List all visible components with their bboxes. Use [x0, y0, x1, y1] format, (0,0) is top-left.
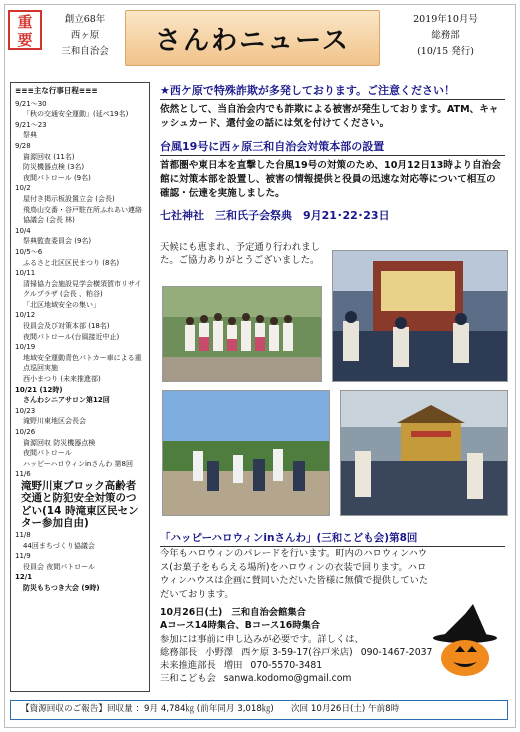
schedule-text: 「秋の交通安全運動」(延べ19名)	[23, 110, 129, 119]
important-stamp: 重 要	[8, 10, 42, 50]
schedule-list	[15, 99, 145, 594]
halloween-date: 10月26日(土) 三和自治会館集合	[160, 607, 306, 618]
schedule-text: 役員会 夜間パトロール	[23, 562, 95, 571]
schedule-item	[15, 268, 145, 310]
schedule-item	[15, 385, 145, 406]
schedule-text: 資源回収 (11名) 防災機器点検 (3名) 夜間パトロール (9名)	[23, 152, 91, 182]
newsletter-title: さんわニュース	[155, 25, 350, 56]
schedule-text: 祭典	[23, 131, 37, 140]
schedule-date: 11/6	[15, 470, 31, 479]
halloween-title: 「ハッピーハロウィンinさんわ」(三和こども会)第8回	[160, 530, 505, 547]
schedule-box	[10, 82, 150, 692]
org-line: 創立68年	[64, 14, 106, 25]
festival-body: 天候にも恵まれ、予定通り行われました。ご協力ありがとうございました。	[160, 242, 320, 266]
schedule-item	[15, 406, 145, 427]
schedule-text: 滝野川東ブロック高齢者交通と防犯安全対策のつどい(14 時滝東区民センター参加自由)	[21, 479, 139, 530]
contact-info: 西ケ原 3-59-17(谷戸米店)	[241, 646, 353, 658]
schedule-text: さんわシニアサロン第12回	[23, 396, 110, 405]
schedule-date: 11/9	[15, 552, 31, 561]
org-line: 西ヶ原	[70, 30, 100, 41]
schedule-date: 10/11	[15, 269, 36, 278]
schedule-item	[15, 247, 145, 268]
contact-name: 小野澤	[205, 646, 234, 658]
halloween-note: 参加には事前に申し込みが必要です。詳しくは、	[160, 633, 364, 645]
recycling-report-footer: 【資源回収のご報告】回収量 ：9月 4,784㎏ (前年同月 3,018㎏) 次回 10月26日(土) 午前8時	[10, 700, 508, 720]
schedule-item	[15, 551, 145, 572]
festival-title: 七社神社 三和氏子会祭典 9月21･22･23日	[160, 209, 390, 222]
schedule-text: 滝野川東地区会長会	[23, 417, 86, 426]
schedule-item	[15, 183, 145, 225]
schedule-date: 10/5～6	[15, 247, 43, 256]
issue-line: (10/15 発行)	[417, 46, 474, 57]
schedule-date: 10/26	[15, 428, 36, 436]
schedule-date: 9/28	[15, 141, 31, 150]
schedule-text: ふるさと北区区民まつり (8名)	[23, 258, 120, 267]
contact-email[interactable]: sanwa.kodomo@gmail.com	[223, 673, 352, 685]
schedule-text: 防災もちつき大会 (9時)	[23, 583, 100, 592]
typhoon-title: 台風19号に西ヶ原三和自治会対策本部の設置	[160, 138, 505, 156]
issue-line: 総務部	[431, 30, 460, 41]
issue-line: 2019年10月号	[413, 14, 478, 25]
schedule-item	[15, 99, 145, 120]
schedule-item	[15, 427, 145, 469]
schedule-item	[15, 572, 145, 593]
schedule-date: 10/2	[15, 184, 31, 193]
schedule-date: 9/21～30	[15, 99, 47, 108]
schedule-item	[15, 530, 145, 551]
shrine-float-photo	[332, 250, 508, 382]
children-group-photo	[162, 286, 322, 382]
fraud-notice-body: 依然として、当自治会内でも詐欺による被害が発生しております。ATM、キャッシュカード、還付金の話には気を付けてください。	[160, 104, 499, 129]
schedule-item	[15, 226, 145, 247]
schedule-title: ≡≡≡主な行事日程≡≡≡	[15, 86, 98, 95]
schedule-date: 10/21 (12時)	[15, 385, 63, 394]
org-line: 三和自治会	[61, 46, 109, 57]
festival-parade-photo	[162, 390, 330, 516]
fraud-notice-title: ★西ケ原で特殊詐欺が多発しております。ご注意ください！	[160, 82, 505, 100]
contact-role: 三和こども会	[160, 673, 216, 685]
halloween-courses: Aコース14時集合、Bコース16時集合	[160, 620, 321, 632]
mikoshi-photo	[340, 390, 508, 516]
schedule-text: 祭典監査委員会 (9名)	[23, 237, 92, 246]
contact-info: 070-5570-3481	[250, 660, 323, 672]
halloween-body: 今年もハロウィンのパレードを行います。町内のハロウィンハウス(お菓子をもらえる場所)をハロウィンの衣装で回ります。ハロウィンハウスは企画に賛同いただいた皆様に無償で提供していただいております。	[160, 548, 429, 600]
schedule-text: 資源回収 防災機器点検 夜間パトロール ハッピーハロウィンinさんわ 第8回	[23, 438, 134, 468]
schedule-date: 11/8	[15, 530, 31, 539]
schedule-date: 10/19	[15, 343, 36, 352]
schedule-text: 44回まちづくり協議会	[23, 541, 95, 550]
schedule-text: 地域安全運動青色パトカー車による重点巡回実施 西小まつり (未来推進部)	[23, 353, 142, 384]
schedule-item	[15, 469, 145, 530]
schedule-item	[15, 141, 145, 183]
contact-role: 未来推進部長	[160, 660, 216, 672]
pumpkin-witch-icon	[425, 600, 505, 680]
schedule-date: 9/21～23	[15, 120, 47, 129]
org-info	[50, 12, 120, 60]
schedule-text: 屋付き掲示板設置立会 (会長) 飛鳥山交番・谷戸駐在所ふれあい連絡協議会 (会長 林)	[23, 194, 142, 225]
schedule-text: 清掃協力会施設見学会横須賀市リサイクルプラザ (会長 、粕谷) 「北区地域安全の集い」	[23, 279, 142, 309]
schedule-text: 役員会及び対策本部 (18名) 夜間パトロール(台風接近中止)	[23, 322, 120, 341]
issue-info	[388, 12, 503, 60]
schedule-item	[15, 120, 145, 141]
schedule-item	[15, 310, 145, 342]
typhoon-body: 首都圏や東日本を直撃した台風19号の対策のため、10月12日13時より自治会館に対策本部を設置し、被害の情報提供と役員の迅速な対応等について相互の確認・伝達を実施しました。	[160, 160, 501, 199]
title-banner	[125, 10, 380, 66]
contact-tel: 090-1467-2037	[360, 646, 433, 658]
schedule-date: 10/12	[15, 311, 36, 320]
contact-name: 増田	[223, 660, 243, 672]
schedule-item	[15, 342, 145, 384]
schedule-date: 12/1	[15, 573, 33, 582]
contact-role: 総務部長	[160, 646, 198, 658]
schedule-date: 10/23	[15, 406, 36, 415]
main-column	[160, 82, 505, 223]
schedule-date: 10/4	[15, 226, 31, 235]
